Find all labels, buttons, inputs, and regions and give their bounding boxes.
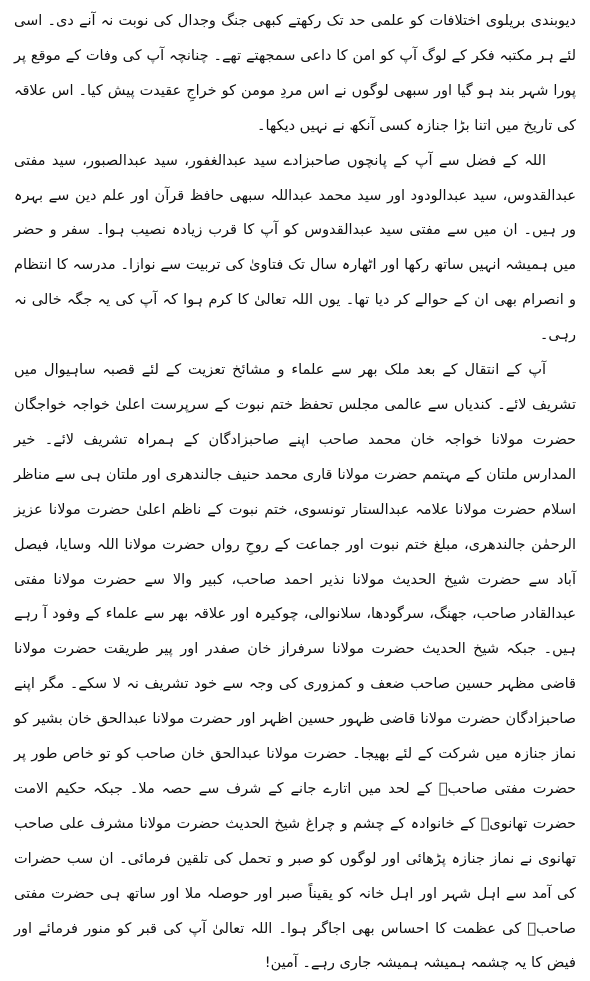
paragraph-2: اللہ کے فضل سے آپ کے پانچوں صاحبزادے سید عبدالغفور، سید عبدالصبور، سید مفتی عبدالقدوس، سید عبدالودود اور سید محمد عبداللہ سبھی حافظ قرآن اور علم دین سے بہرہ ور ہیں۔ ان میں سے مفتی سید عبدالقدوس کو آپ کا قرب زیادہ نصیب ہوا۔ سفر و حضر میں ہمیشہ انہیں ساتھ رکھا اور اٹھارہ سال تک فتاویٰ کی تربیت سے نوازا۔ مدرسہ کا انتظام و انصرام بھی ان کے حوالے کر دیا تھا۔ یوں اللہ تعالیٰ کا کرم ہوا کہ آپ کی یہ جگہ خالی نہ رہی۔ — [14, 152, 576, 344]
paragraph-3: آپ کے انتقال کے بعد ملک بھر سے علماء و مشائخ تعزیت کے لئے قصبہ ساہیوال میں تشریف لائے۔ کندیاں سے عالمی مجلس تحفظ ختم نبوت کے سرپرست اعلیٰ خواجہ خواجگان حضرت مولانا خواجہ خان محمد صاحب اپنے صاحبزادگان کے ہمراہ تشریف لائے۔ خیر المدارس ملتان کے مہتمم حضرت مولانا قاری محمد حنیف جالندھری اور ملتان ہی سے مناظر اسلام حضرت مولانا علامہ عبدالستار تونسوی، ختم نبوت کے ناظم اعلیٰ حضرت مولانا عزیز الرحمٰن جالندھری، مبلغ ختم نبوت اور جماعت کے روحِ رواں حضرت مولانا اللہ وسایا، فیصل آباد سے حضرت شیخ الحدیث مولانا نذیر احمد صاحب، کبیر والا سے حضرت مولانا مفتی عبدالقادر صاحب، جھنگ، سرگودھا، سلانوالی، چوکیرہ اور علاقہ بھر سے علماء کے وفود آ رہے ہیں۔ جبکہ شیخ الحدیث حضرت مولانا سرفراز خان صفدر اور پیر طریقت حضرت مولانا قاضی مظہر حسین صاحب ضعف و کمزوری کی وجہ سے خود تشریف نہ لا سکے۔ مگر اپنے صاحبزادگان حضرت مولانا قاضی ظہور حسین اظہر اور حضرت مولانا عبدالحق خان بشیر کو نماز جنازہ میں شرکت کے لئے بھیجا۔ حضرت مولانا عبدالحق خان صاحب کو تو خاص طور پر حضرت مفتی صاحبؒ کے لحد میں اتارے جانے کے شرف سے حصہ ملا۔ جبکہ حکیم الامت حضرت تھانویؒ کے خانوادہ کے چشم و چراغ شیخ الحدیث حضرت مولانا مشرف علی صاحب تھانوی نے نماز جنازہ پڑھائی اور لوگوں کو صبر و تحمل کی تلقین فرمائی۔ ان سب حضرات کی آمد سے اہل شہر اور اہل خانہ کو یقیناً صبر اور حوصلہ ملا اور ساتھ ہی حضرت مفتی صاحبؒ کی عظمت کا احساس بھی اجاگر ہوا۔ اللہ تعالیٰ آپ کی قبر کو منور فرمائے اور فیض کا یہ چشمہ ہمیشہ ہمیشہ جاری رہے۔ آمین! — [14, 362, 576, 972]
paragraph-1: دیوبندی بریلوی اختلافات کو علمی حد تک رکھتے کبھی جنگ وجدال کی نوبت نہ آنے دی۔ اسی لئے ہر مکتبہ فکر کے لوگ آپ کو امن کا داعی سمجھتے تھے۔ چنانچہ آپ کی وفات کے موقع پر پورا شہر بند ہو گیا اور سبھی لوگوں نے اس مردِ مومن کو خراجِ عقیدت پیش کیا۔ اس علاقہ کی تاریخ میں اتنا بڑا جنازہ کسی آنکھ نے نہیں دیکھا۔ — [14, 13, 576, 134]
